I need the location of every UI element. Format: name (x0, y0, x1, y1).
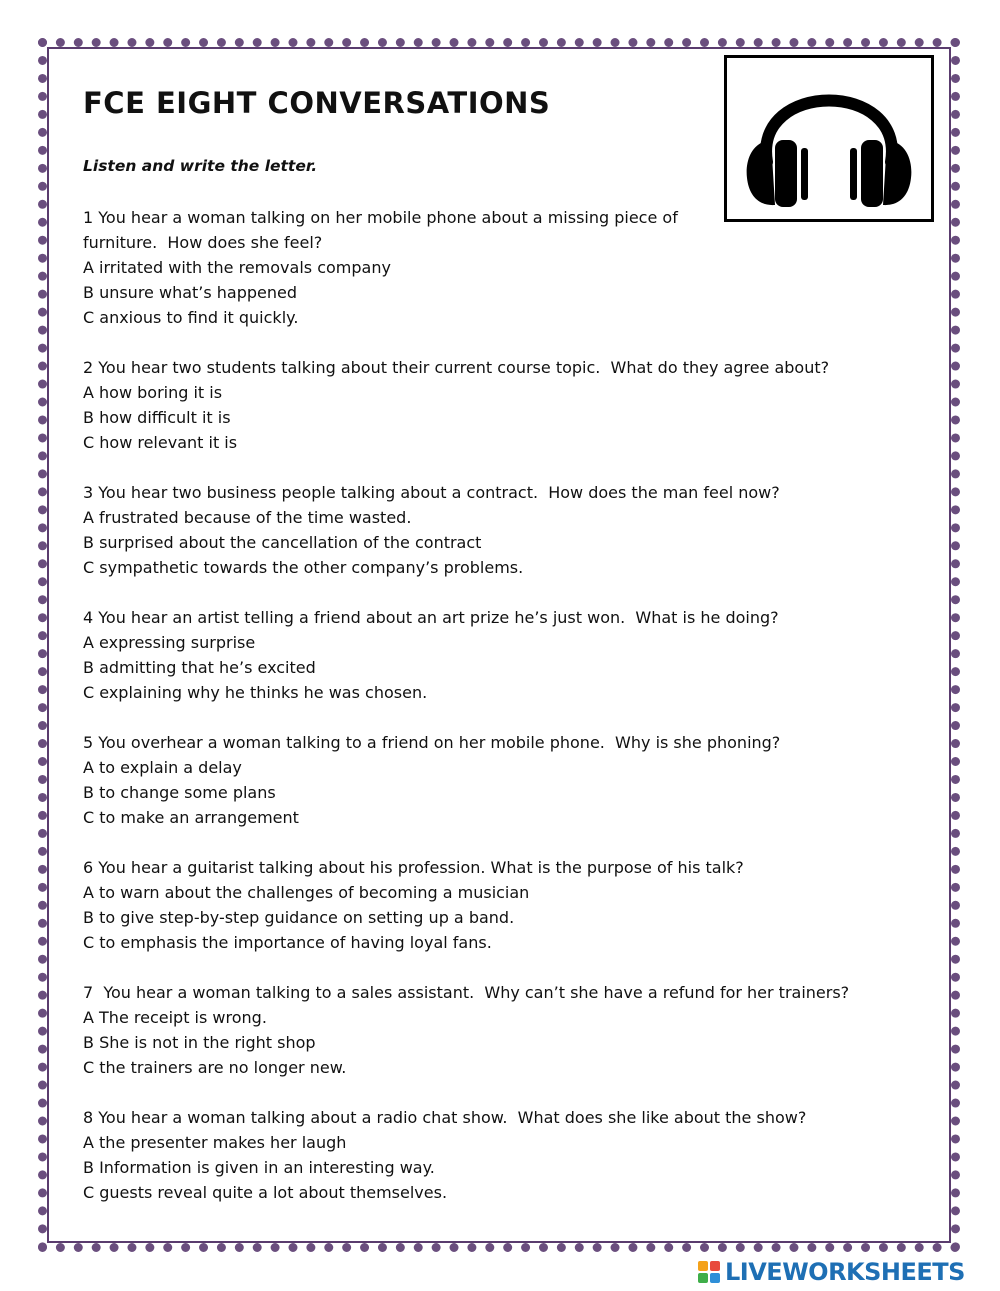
option-a: A to warn about the challenges of becoming a musician (83, 883, 530, 902)
question-stem: 6 You hear a guitarist talking about his profession. What is the purpose of his talk? (83, 858, 744, 877)
option-b: B admitting that he’s excited (83, 658, 316, 677)
question-stem: 8 You hear a woman talking about a radio chat show. What does she like about the show? (83, 1108, 807, 1127)
question-stem: 1 You hear a woman talking on her mobile phone about a missing piece of furniture. How does she feel? (83, 208, 683, 252)
option-a: A expressing surprise (83, 633, 256, 652)
headphones-image-box (724, 55, 934, 222)
question-stem: 7 You hear a woman talking to a sales assistant. Why can’t she have a refund for her trainers? (83, 983, 850, 1002)
question-2 (83, 355, 903, 455)
question-3 (83, 480, 903, 580)
option-b: B to change some plans (83, 783, 276, 802)
question-6 (83, 855, 903, 955)
option-c: C the trainers are no longer new. (83, 1058, 347, 1077)
question-stem: 2 You hear two students talking about their current course topic. What do they agree about? (83, 358, 830, 377)
option-b: B to give step-by-step guidance on setting up a band. (83, 908, 515, 927)
option-b: B She is not in the right shop (83, 1033, 316, 1052)
option-c: C explaining why he thinks he was chosen. (83, 683, 428, 702)
question-stem: 4 You hear an artist telling a friend about an art prize he’s just won. What is he doing? (83, 608, 779, 627)
logo-square (698, 1273, 708, 1283)
question-8 (83, 1105, 903, 1205)
logo-text: LIVEWORKSHEETS (725, 1258, 965, 1286)
option-a: A irritated with the removals company (83, 258, 391, 277)
question-5 (83, 730, 903, 830)
option-c: C sympathetic towards the other company’s problems. (83, 558, 524, 577)
option-c: C how relevant it is (83, 433, 238, 452)
liveworksheets-logo[interactable] (698, 1258, 965, 1286)
instruction-text: Listen and write the letter. (83, 157, 318, 175)
option-c: C anxious to find it quickly. (83, 308, 299, 327)
option-a: A the presenter makes her laugh (83, 1133, 347, 1152)
question-1 (83, 205, 903, 330)
option-c: C guests reveal quite a lot about themselves. (83, 1183, 448, 1202)
logo-square (698, 1261, 708, 1271)
option-a: A to explain a delay (83, 758, 242, 777)
option-b: B Information is given in an interesting way. (83, 1158, 435, 1177)
option-b: B surprised about the cancellation of the contract (83, 533, 482, 552)
logo-square (710, 1273, 720, 1283)
option-b: B unsure what’s happened (83, 283, 298, 302)
question-7 (83, 980, 903, 1080)
option-c: C to make an arrangement (83, 808, 299, 827)
logo-square (710, 1261, 720, 1271)
logo-mark-icon (698, 1261, 720, 1283)
question-stem: 5 You overhear a woman talking to a friend on her mobile phone. Why is she phoning? (83, 733, 781, 752)
option-a: A frustrated because of the time wasted. (83, 508, 412, 527)
question-4 (83, 605, 903, 705)
question-list (83, 205, 903, 1230)
option-b: B how difficult it is (83, 408, 231, 427)
option-a: A The receipt is wrong. (83, 1008, 267, 1027)
worksheet-title: FCE EIGHT CONVERSATIONS (83, 86, 551, 120)
option-a: A how boring it is (83, 383, 223, 402)
headphones-icon (745, 70, 913, 210)
option-c: C to emphasis the importance of having loyal fans. (83, 933, 492, 952)
question-stem: 3 You hear two business people talking about a contract. How does the man feel now? (83, 483, 780, 502)
